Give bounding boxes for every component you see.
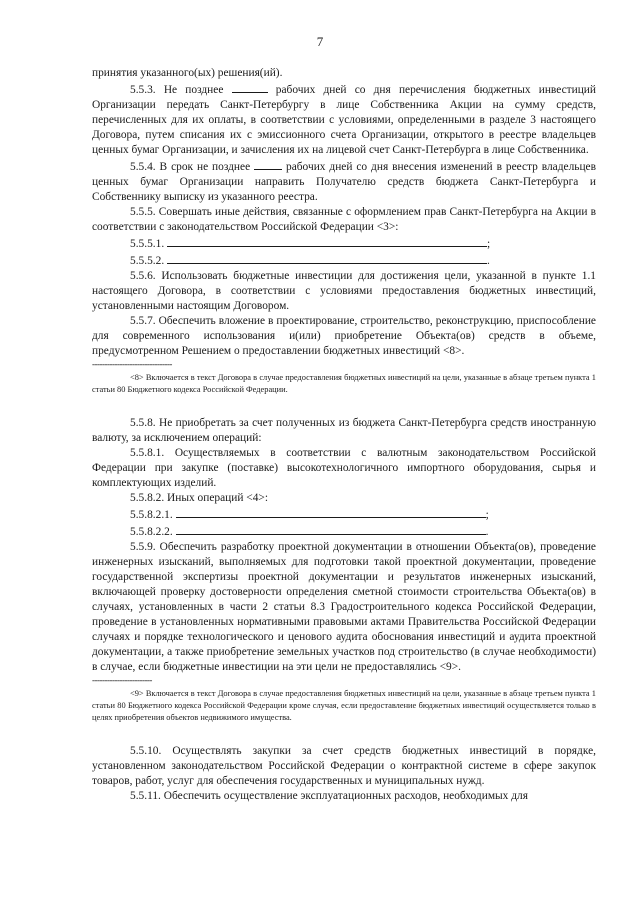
blank-line: [254, 158, 282, 170]
blank-line: [167, 252, 487, 264]
paragraph-5-5-5-1: 5.5.5.1. ;: [92, 235, 596, 252]
paragraph-5-5-8-2-1: 5.5.8.2.1. ;: [92, 506, 596, 523]
footnote-8: <8> Включается в текст Договора в случае предоставления бюджетных инвестиций на цели, указанные в абзаце третьем пункта 1 статьи 80 Бюджетного кодекса Российской Федерации.: [92, 373, 596, 394]
paragraph-5-5-10: 5.5.10. Осуществлять закупки за счет средств бюджетных инвестиций в порядке, установленном законодательством Российской Федерации о контрактной системе в сфере закупок товаров, работ, услуг для обеспечения государственных и муниципальных нужд.: [92, 745, 596, 787]
document-body: [92, 66, 596, 804]
paragraph-5-5-6: 5.5.6. Использовать бюджетные инвестиции для достижения цели, указанной в пункте 1.1 настоящего Договора, в соответствии с условиями предоставления бюджетных инвестиций, установленными настоящим Договором.: [92, 270, 596, 312]
blank-line: [176, 506, 486, 518]
footnote-separator: ------------------------: [92, 675, 152, 685]
paragraph-5-5-8-2: 5.5.8.2. Иных операций <4>:: [130, 492, 268, 504]
paragraph-5-5-7: 5.5.7. Обеспечить вложение в проектирование, строительство, реконструкцию, приспособление для современного использования и(или) приобретение Объекта(ов) средств в объеме, предусмотренном Решением о предоставлении бюджетных инвестиций <8>.: [92, 315, 596, 357]
paragraph-5-5-8: 5.5.8. Не приобретать за счет полученных из бюджета Санкт-Петербурга средств иностранную валюту, за исключением операций:: [92, 417, 596, 444]
paragraph-5-5-4: 5.5.4. В срок не позднее рабочих дней со дня внесения изменений в реестр владельцев ценных бумаг Организации направить Получателю средств бюджета Санкт-Петербурга и Собственнику выписку из указанного реестра.: [92, 158, 596, 205]
paragraph-5-5-3: 5.5.3. Не позднее рабочих дней со дня перечисления бюджетных инвестиций Организации передать Санкт-Петербургу в лице Собственника Акции на сумму средств, перечисленных для их оплаты, в соответствии с условиями, определенными в разделе 3 настоящего Договора, путем списания их с эмиссионного счета Организации, открытого в реестре владельцев ценных бумаг Организации, и зачисления их на лицевой счет Санкт-Петербурга в лице Собственника.: [92, 81, 596, 158]
paragraph-5-5-8-1: 5.5.8.1. Осуществляемых в соответствии с валютным законодательством Российской Федерации при закупке (поставке) высокотехнологичного импортного оборудования, сырья и комплектующих изделий.: [92, 447, 596, 489]
paragraph-5-5-9: 5.5.9. Обеспечить разработку проектной документации в отношении Объекта(ов), проведение инженерных изысканий, выполняемых для подготовки такой проектной документации, проведение государственной экспертизы проектной документации и результатов инженерных изысканий, включающей проверку достоверности определения сметной стоимости строительства Объекта(ов) в случаях, установленных в части 2 статьи 8.3 Градостроительного кодекса Российской Федерации, проведение в установленных нормативными правовыми актами Правительства Российской Федерации случаях и порядке технологического и ценового аудита обоснования инвестиций и аудита проектной документации, а также приобретение земельных участков под строительство (в случае необходимости) в случае, если бюджетные инвестиции на эти цели не предоставлялись <9>.: [92, 541, 596, 673]
paragraph-5-5-5-2: 5.5.5.2. .: [92, 252, 596, 269]
blank-line: [232, 81, 268, 93]
paragraph-5-5-11: 5.5.11. Обеспечить осуществление эксплуатационных расходов, необходимых для: [130, 790, 528, 802]
footnote-separator: --------------------------------: [92, 359, 172, 369]
paragraph-continuation: принятия указанного(ых) решения(ий).: [92, 67, 283, 79]
blank-line: [167, 235, 487, 247]
paragraph-5-5-8-2-2: 5.5.8.2.2. .: [92, 523, 596, 540]
page-number: 7: [316, 34, 324, 49]
blank-line: [176, 523, 486, 535]
paragraph-5-5-5: 5.5.5. Совершать иные действия, связанные с оформлением прав Санкт-Петербурга на Акции в соответствии с законодательством Российской Федерации <3>:: [92, 206, 596, 233]
footnote-9: <9> Включается в текст Договора в случае предоставления бюджетных инвестиций на цели, указанные в абзаце третьем пункта 1 статьи 80 Бюджетного кодекса Российской Федерации кроме случая, если предоставление бюджетных инвестиций осуществляется только в целях приобретения объектов недвижимого имущества.: [92, 689, 596, 722]
